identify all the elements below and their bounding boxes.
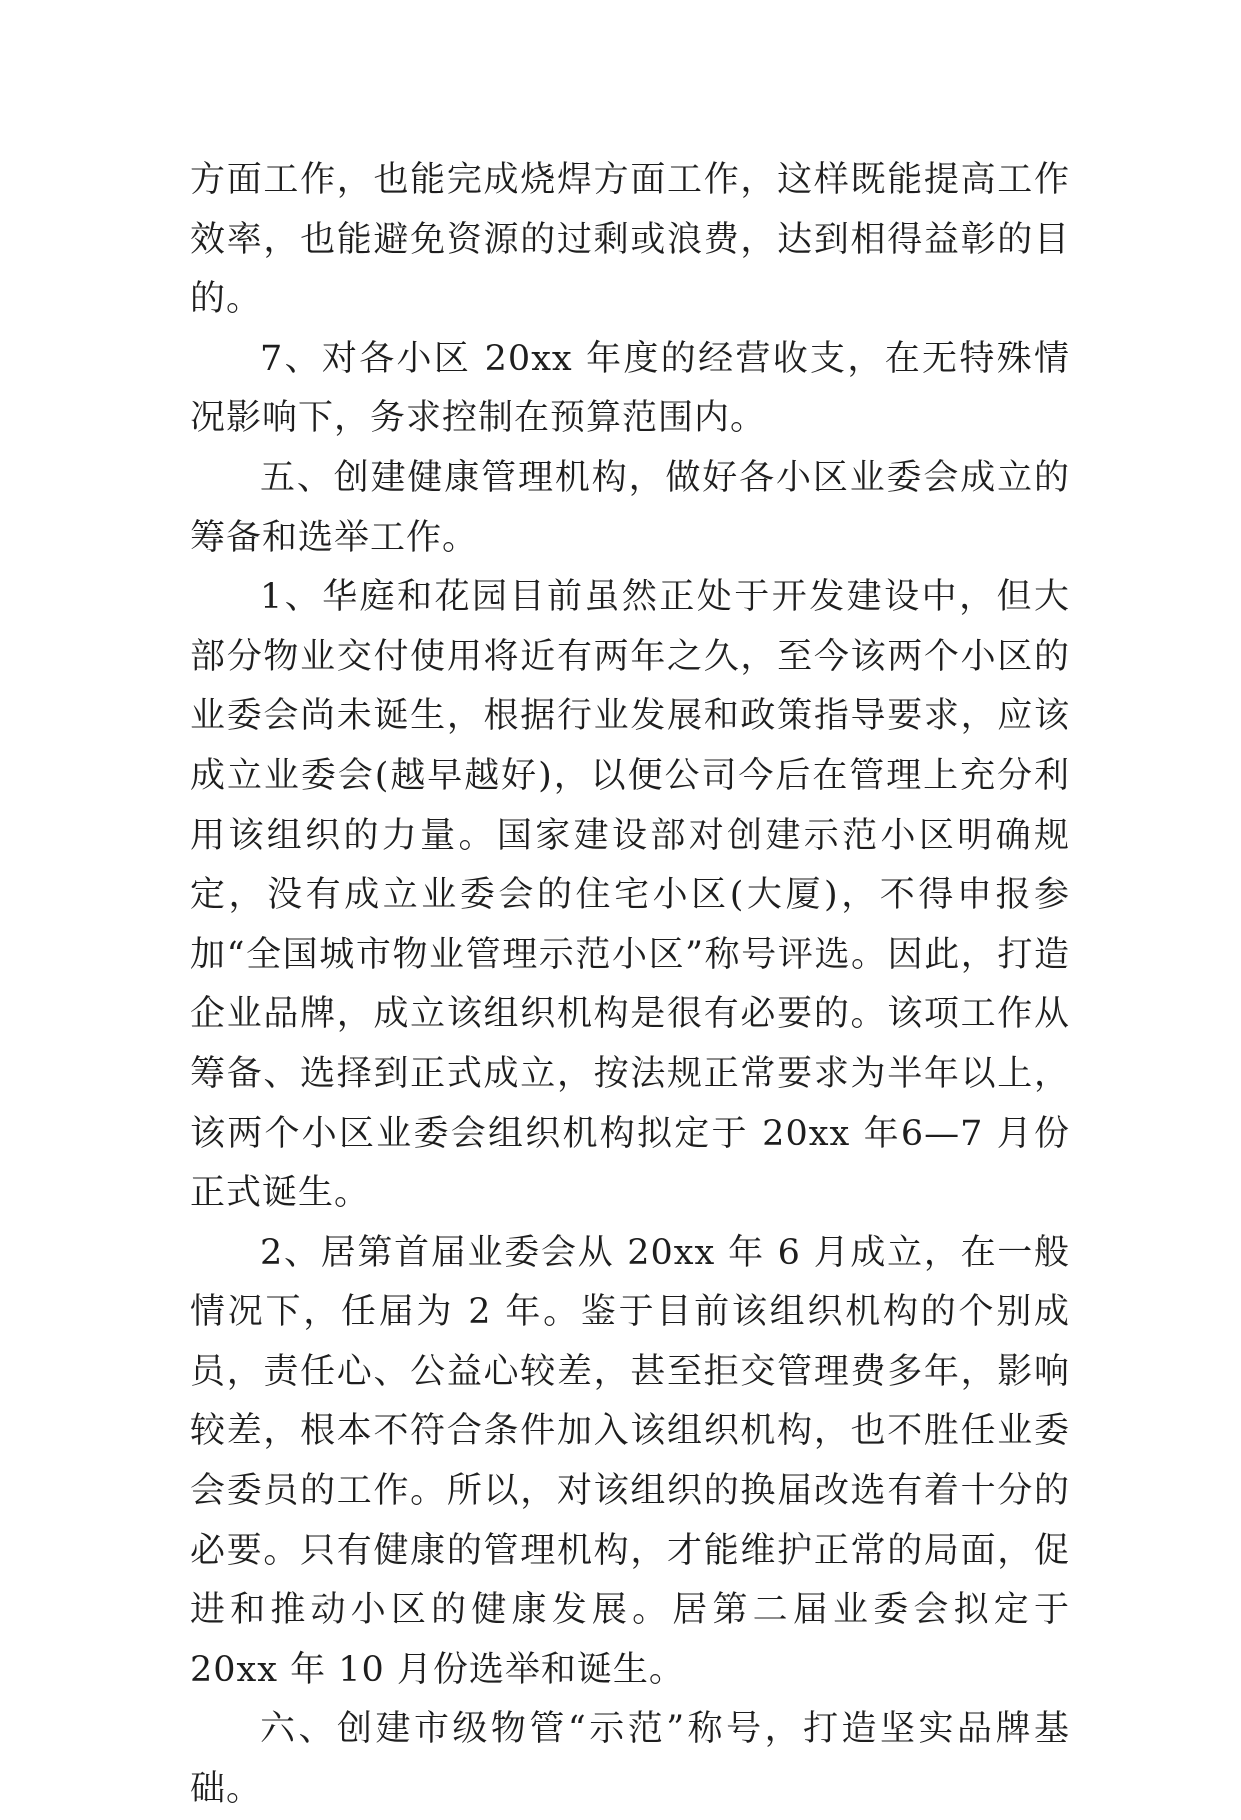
document-body	[190, 151, 1070, 1820]
section-heading-5: 五、创建健康管理机构，做好各小区业委会成立的筹备和选举工作。	[190, 457, 1070, 558]
paragraph-item-7: 7、对各小区 20xx 年度的经营收支，在无特殊情况影响下，务求控制在预算范围内。	[190, 338, 1070, 439]
paragraph-item-1: 1、华庭和花园目前虽然正处于开发建设中，但大部分物业交付使用将近有两年之久，至今该两个小区的业委会尚未诞生，根据行业发展和政策指导要求，应该成立业委会(越早越好)，以便公司今后在管理上充分利用该组织的力量。国家建设部对创建示范小区明确规定，没有成立业委会的住宅小区(大厦)，不得申报参加“全国城市物业管理示范小区”称号评选。因此，打造企业品牌，成立该组织机构是很有必要的。该项工作从筹备、选择到正式成立，按法规正常要求为半年以上，该两个小区业委会组织机构拟定于 20xx 年6—7 月份正式诞生。	[190, 577, 1070, 1214]
paragraph-continuation: 方面工作，也能完成烧焊方面工作，这样既能提高工作效率，也能避免资源的过剩或浪费，达到相得益彰的目的。	[190, 160, 1070, 320]
paragraph-item-2: 2、居第首届业委会从 20xx 年 6 月成立，在一般情况下，任届为 2 年。鉴于目前该组织机构的个别成员，责任心、公益心较差，甚至拒交管理费多年，影响较差，根本不符合条件加入该组织机构，也不胜任业委会委员的工作。所以，对该组织的换届改选有着十分的必要。只有健康的管理机构，才能维护正常的局面，促进和推动小区的健康发展。居第二届业委会拟定于 20xx 年 10 月份选举和诞生。	[190, 1232, 1070, 1690]
section-heading-6: 六、创建市级物管“示范”称号，打造坚实品牌基础。	[190, 1709, 1070, 1810]
